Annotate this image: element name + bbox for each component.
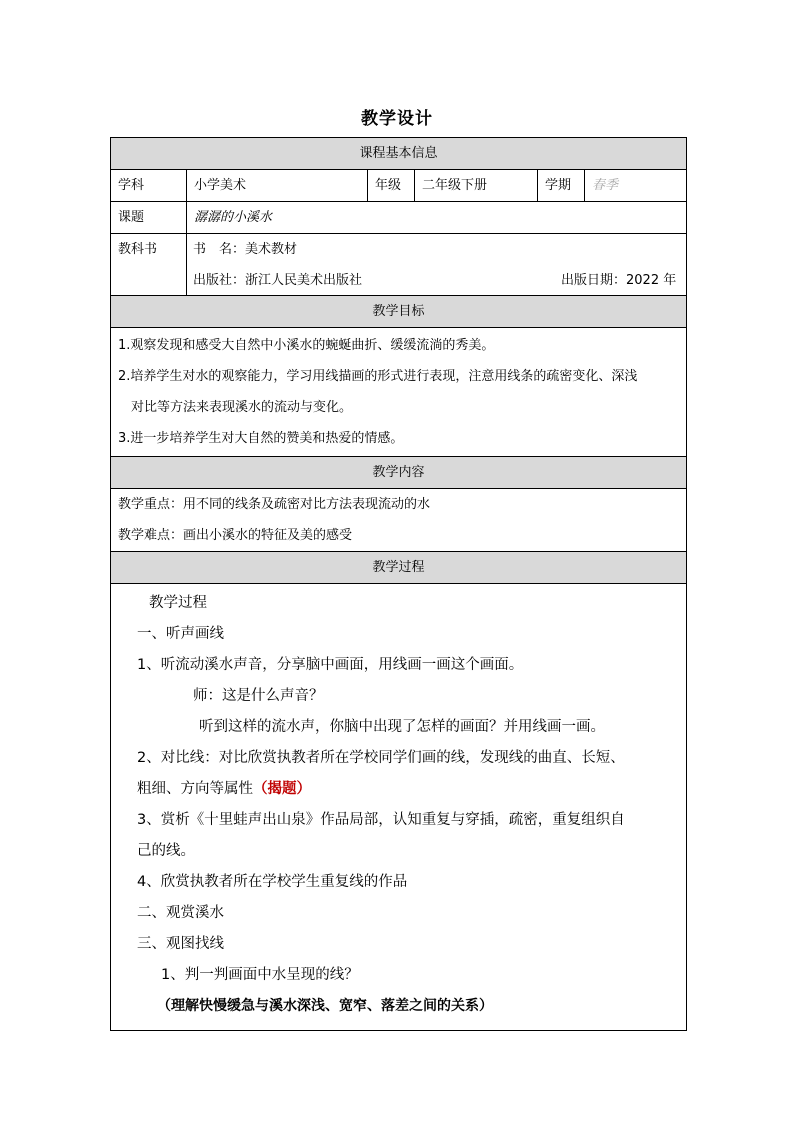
subject-value: 小学美术: [187, 170, 368, 201]
content-block: [111, 489, 686, 552]
goals-block: [111, 328, 686, 457]
goal-item-2: 2.培养学生对水的观察能力，学习用线描画的形式进行表现，注意用线条的疏密变化、深浅: [118, 369, 638, 384]
process-heading: 教学过程: [149, 595, 207, 611]
info-row-topic: [111, 202, 686, 234]
sub-item-1: 1、判一判画面中水呈现的线？: [161, 967, 359, 983]
item-3-line-2: 己的线。: [137, 843, 195, 859]
item-3-line-1: 3、赏析《十里蛙声出山泉》作品局部，认知重复与穿插，疏密，重复组织自: [137, 812, 625, 828]
publish-date: 出版日期：2022 年: [561, 273, 677, 288]
subject-label: 学科: [111, 170, 187, 201]
item-2-text: 粗细、方向等属性: [137, 781, 253, 797]
item-2-line-1: 2、对比线：对比欣赏执教者所在学校同学们画的线，发现线的曲直、长短、: [137, 750, 625, 766]
info-row-subject: [111, 170, 686, 202]
book-name: 书 名：美术教材: [193, 242, 298, 257]
goal-item-3: 3.进一步培养学生对大自然的赞美和热爱的情感。: [118, 431, 404, 446]
grade-value: 二年级下册: [415, 170, 538, 201]
key-point: 教学重点：用不同的线条及疏密对比方法表现流动的水: [118, 497, 431, 512]
item-1: 1、听流动溪水声音，分享脑中画面，用线画一画这个画面。: [137, 657, 524, 673]
grade-label: 年级: [368, 170, 415, 201]
page-title: 教学设计: [361, 109, 433, 129]
section-content: 教学内容: [111, 457, 686, 489]
section-basic-info: 课程基本信息: [111, 138, 686, 170]
item-4: 4、欣赏执教者所在学校学生重复线的作品: [137, 874, 408, 890]
goal-item-1: 1.观察发现和感受大自然中小溪水的蜿蜒曲折、缓缓流淌的秀美。: [118, 338, 495, 353]
topic-value: 潺潺的小溪水: [194, 210, 273, 225]
section-goals: 教学目标: [111, 296, 686, 328]
publisher: 出版社：浙江人民美术出版社: [193, 273, 363, 288]
item-2-line-2: [111, 774, 686, 805]
item-2-tag: （揭题）: [253, 781, 311, 797]
step3-title: 三、观图找线: [137, 936, 224, 952]
teacher-question: 师：这是什么声音？: [193, 688, 324, 704]
term-label: 学期: [538, 170, 585, 201]
process-block: [111, 584, 686, 1030]
teacher-question-2: 听到这样的流水声，你脑中出现了怎样的画面？并用线画一画。: [199, 719, 605, 735]
info-row-textbook: [111, 234, 686, 296]
goal-item-2-cont: 对比等方法来表现溪水的流动与变化。: [131, 400, 353, 415]
section-process: 教学过程: [111, 552, 686, 584]
textbook-label: 教科书: [111, 234, 187, 295]
term-value: 春季: [592, 178, 619, 193]
lesson-plan-table: [110, 137, 687, 1031]
step2-title: 二、观赏溪水: [137, 905, 224, 921]
topic-label: 课题: [111, 202, 187, 233]
step1-title: 一、听声画线: [137, 626, 224, 642]
difficulty: 教学难点：画出小溪水的特征及美的感受: [118, 528, 353, 543]
sub-item-1-note: （理解快慢缓急与溪水深浅、宽窄、落差之间的关系）: [157, 998, 493, 1014]
